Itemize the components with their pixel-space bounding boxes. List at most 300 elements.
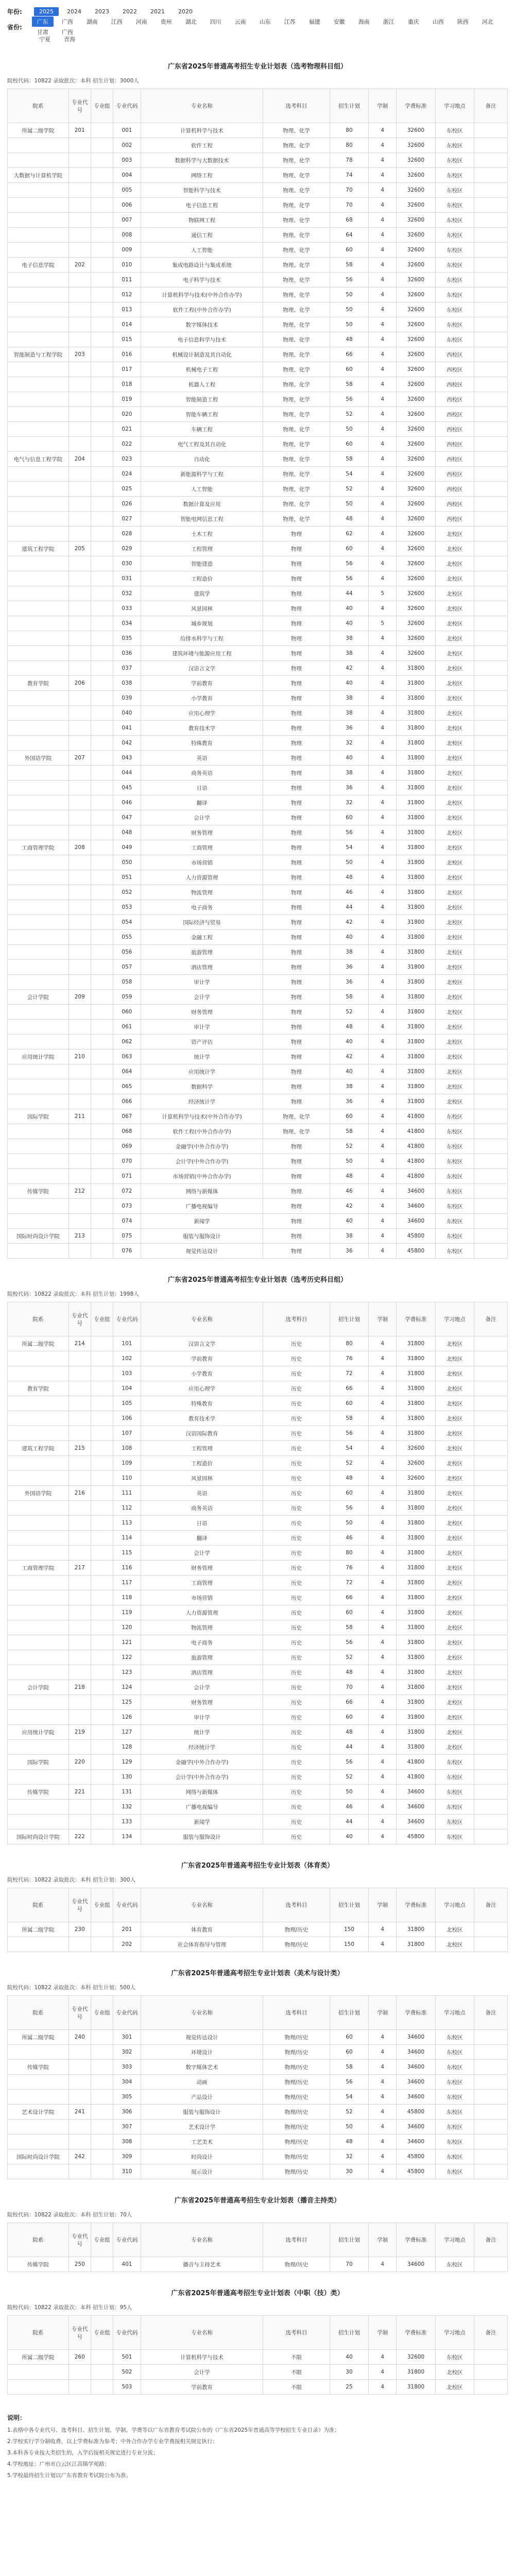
table-cell: 4 bbox=[369, 1531, 397, 1546]
province-chip[interactable]: 山西 bbox=[432, 19, 444, 25]
table-cell: 建筑工程学院 bbox=[8, 1441, 69, 1456]
table-cell bbox=[474, 1079, 508, 1094]
table-cell bbox=[474, 1770, 508, 1785]
table-cell: 东校区 bbox=[435, 1139, 474, 1154]
table-row bbox=[8, 990, 508, 1005]
table-cell bbox=[8, 691, 69, 706]
table-cell: 024 bbox=[113, 467, 141, 482]
table-cell bbox=[474, 1725, 508, 1740]
province-chip[interactable]: 江苏 bbox=[284, 19, 296, 25]
year-chip[interactable]: 2025 bbox=[34, 7, 59, 16]
table-cell: 5 bbox=[369, 616, 397, 631]
table-cell: 30 bbox=[330, 2164, 369, 2179]
table-cell: 工商管理 bbox=[141, 1575, 263, 1590]
table-cell bbox=[8, 706, 69, 721]
table-row bbox=[8, 2365, 508, 2380]
table-cell: 56 bbox=[330, 2075, 369, 2090]
table-cell: 汉语国际教育 bbox=[141, 1426, 263, 1441]
table-cell bbox=[91, 975, 113, 990]
table-cell: 4 bbox=[369, 422, 397, 437]
table-cell: 历史 bbox=[263, 1680, 330, 1695]
table-cell: 北校区 bbox=[435, 751, 474, 766]
table-cell bbox=[474, 2350, 508, 2365]
table-row bbox=[8, 213, 508, 228]
table-cell: 4 bbox=[369, 840, 397, 855]
table-row bbox=[8, 332, 508, 347]
table-cell: 56 bbox=[330, 1635, 369, 1650]
table-cell: 东校区 bbox=[435, 2105, 474, 2120]
table-cell: 资产评估 bbox=[141, 1035, 263, 1049]
column-header: 招生计划 bbox=[330, 1302, 369, 1336]
table-cell: 4 bbox=[369, 1575, 397, 1590]
table-cell: 东校区 bbox=[435, 1829, 474, 1844]
table-cell: 物理 bbox=[263, 885, 330, 900]
table-cell: 所属二级学院 bbox=[8, 1336, 69, 1351]
year-chip[interactable]: 2024 bbox=[67, 8, 81, 15]
table-cell: 60 bbox=[330, 2045, 369, 2060]
table-cell: 物理/历史 bbox=[263, 2060, 330, 2075]
province-chip[interactable]: 湖北 bbox=[185, 19, 197, 25]
table-cell bbox=[474, 631, 508, 646]
table-cell: 物理 bbox=[263, 586, 330, 601]
table-cell bbox=[91, 1620, 113, 1635]
table-cell: 物理 bbox=[263, 721, 330, 736]
table-cell bbox=[474, 1154, 508, 1169]
table-cell bbox=[68, 1650, 91, 1665]
table-cell: 41800 bbox=[397, 1755, 436, 1770]
table-cell: 4 bbox=[369, 1620, 397, 1635]
table-cell: 56 bbox=[330, 825, 369, 840]
province-chip[interactable]: 海南 bbox=[358, 19, 370, 25]
table-cell: 4 bbox=[369, 1124, 397, 1139]
province-chip[interactable]: 河北 bbox=[482, 19, 493, 25]
column-header: 院系 bbox=[8, 1302, 69, 1336]
table-cell: 4 bbox=[369, 2257, 397, 2272]
table-cell: 047 bbox=[113, 810, 141, 825]
table-cell: 48 bbox=[330, 1169, 369, 1184]
table-cell bbox=[474, 2060, 508, 2075]
column-header: 招生计划 bbox=[330, 2223, 369, 2257]
table-cell: 4 bbox=[369, 1546, 397, 1561]
table-cell: 数字媒体技术 bbox=[141, 317, 263, 332]
table-cell bbox=[474, 2105, 508, 2120]
column-header: 学制 bbox=[369, 2223, 397, 2257]
table-cell: 4 bbox=[369, 1800, 397, 1815]
table-cell bbox=[474, 646, 508, 661]
table-cell: 018 bbox=[113, 377, 141, 392]
table-cell: 31800 bbox=[397, 1680, 436, 1695]
table-cell: 财务管理 bbox=[141, 825, 263, 840]
table-cell bbox=[8, 332, 69, 347]
table-cell bbox=[91, 1755, 113, 1770]
table-cell: 32600 bbox=[397, 527, 436, 541]
table-cell: 市场营销 bbox=[141, 855, 263, 870]
table-row bbox=[8, 497, 508, 512]
table-cell bbox=[91, 1770, 113, 1785]
table-cell: 32600 bbox=[397, 1456, 436, 1471]
table-cell: 汉语言文学 bbox=[141, 661, 263, 676]
table-cell bbox=[8, 781, 69, 795]
table-cell: 4 bbox=[369, 736, 397, 751]
table-cell bbox=[8, 1815, 69, 1829]
table-cell: 北校区 bbox=[435, 556, 474, 571]
table-row bbox=[8, 377, 508, 392]
table-cell: 4 bbox=[369, 1109, 397, 1124]
table-cell: 历史 bbox=[263, 1441, 330, 1456]
table-cell: 31800 bbox=[397, 781, 436, 795]
table-cell bbox=[91, 960, 113, 975]
table-cell: 物理 bbox=[263, 915, 330, 930]
province-chip[interactable]: 河南 bbox=[135, 19, 147, 25]
table-cell: 56 bbox=[330, 273, 369, 287]
table-cell: 物理 bbox=[263, 990, 330, 1005]
table-cell: 北校区 bbox=[435, 1501, 474, 1516]
table-cell: 东校区 bbox=[435, 1124, 474, 1139]
table-row bbox=[8, 1094, 508, 1109]
table-cell: 4 bbox=[369, 1605, 397, 1620]
table-cell: 209 bbox=[68, 990, 91, 1005]
table-cell: 250 bbox=[68, 2257, 91, 2272]
table-cell: 80 bbox=[330, 138, 369, 153]
table-cell: 31800 bbox=[397, 2365, 436, 2380]
column-header: 专业组 bbox=[91, 2316, 113, 2350]
table-cell: 4 bbox=[369, 945, 397, 960]
province-chip[interactable]: 广西 bbox=[61, 29, 73, 36]
table-cell: 66 bbox=[330, 1695, 369, 1710]
table-cell: 物理、化学 bbox=[263, 153, 330, 168]
table-cell: 建筑环境与能源应用工程 bbox=[141, 646, 263, 661]
table-row bbox=[8, 900, 508, 915]
table-cell: 203 bbox=[68, 347, 91, 362]
table-cell: 34600 bbox=[397, 2090, 436, 2105]
table-cell: 112 bbox=[113, 1501, 141, 1516]
table-cell: 4 bbox=[369, 213, 397, 228]
table-cell: 208 bbox=[68, 840, 91, 855]
table-cell bbox=[474, 332, 508, 347]
table-cell: 003 bbox=[113, 153, 141, 168]
table-cell: 131 bbox=[113, 1785, 141, 1800]
note-line: 3.本科各专业按大类招生的，入学后按相关规定进行专业分流； bbox=[7, 2450, 159, 2456]
table-cell: 电气工程及其自动化 bbox=[141, 437, 263, 452]
table-cell bbox=[474, 1516, 508, 1531]
table-cell: 34600 bbox=[397, 1785, 436, 1800]
table-cell: 4 bbox=[369, 527, 397, 541]
table-cell: 4 bbox=[369, 138, 397, 153]
table-cell: 物理、化学 bbox=[263, 392, 330, 407]
table-cell: 50 bbox=[330, 1516, 369, 1531]
table-cell bbox=[8, 616, 69, 631]
table-cell: 60 bbox=[330, 541, 369, 556]
table-cell: 211 bbox=[68, 1109, 91, 1124]
table-cell: 智能电网信息工程 bbox=[141, 512, 263, 527]
table-cell: 31800 bbox=[397, 960, 436, 975]
table-cell: 4 bbox=[369, 1770, 397, 1785]
table-cell: 52 bbox=[330, 1139, 369, 1154]
province-chip[interactable]: 江西 bbox=[111, 19, 123, 25]
table-cell bbox=[474, 452, 508, 467]
table-cell: 58 bbox=[330, 377, 369, 392]
province-chip[interactable]: 陕西 bbox=[457, 19, 469, 25]
province-filter-label: 省份: bbox=[7, 23, 22, 31]
column-header: 学费标准 bbox=[397, 2223, 436, 2257]
column-header: 备注 bbox=[474, 2316, 508, 2350]
table-cell: 044 bbox=[113, 766, 141, 781]
table-cell: 31800 bbox=[397, 1575, 436, 1590]
table-cell: 建筑学 bbox=[141, 586, 263, 601]
table-cell: 4 bbox=[369, 1665, 397, 1680]
table-cell: 4 bbox=[369, 541, 397, 556]
table-cell bbox=[8, 228, 69, 243]
table-cell: 物理、化学 bbox=[263, 377, 330, 392]
table-cell: 历史 bbox=[263, 1590, 330, 1605]
table-row bbox=[8, 1109, 508, 1124]
province-chip[interactable]: 云南 bbox=[234, 19, 246, 25]
table-cell: 历史 bbox=[263, 1471, 330, 1486]
table-cell bbox=[474, 377, 508, 392]
table-cell: 物理 bbox=[263, 960, 330, 975]
table-cell: 026 bbox=[113, 497, 141, 512]
table-cell: 62 bbox=[330, 527, 369, 541]
table-cell bbox=[8, 1079, 69, 1094]
table-cell: 34600 bbox=[397, 1184, 436, 1199]
table-row bbox=[8, 123, 508, 138]
table-cell bbox=[8, 975, 69, 990]
table-cell: 050 bbox=[113, 855, 141, 870]
column-header: 专业代号 bbox=[68, 1888, 91, 1922]
table-cell: 32600 bbox=[397, 213, 436, 228]
table-cell: 64 bbox=[330, 228, 369, 243]
table-cell bbox=[91, 437, 113, 452]
year-chip[interactable]: 2023 bbox=[95, 8, 109, 15]
table-cell bbox=[8, 1139, 69, 1154]
table-cell bbox=[8, 1426, 69, 1441]
table-cell bbox=[68, 855, 91, 870]
table-cell: 40 bbox=[330, 751, 369, 766]
province-chip[interactable]: 甘肃 bbox=[37, 29, 48, 36]
year-filter-label: 年份: bbox=[7, 8, 22, 15]
table-cell: 智能制造与工程学院 bbox=[8, 347, 69, 362]
table-cell bbox=[474, 751, 508, 766]
table-cell bbox=[91, 1486, 113, 1501]
table-cell: 31800 bbox=[397, 1005, 436, 1020]
province-chip[interactable]: 湖南 bbox=[86, 19, 98, 25]
table-cell: 金融学(中外合作办学) bbox=[141, 1139, 263, 1154]
table-cell bbox=[68, 631, 91, 646]
province-chip[interactable]: 山东 bbox=[259, 19, 271, 25]
table-cell: 北校区 bbox=[435, 1020, 474, 1035]
column-header: 专业组 bbox=[91, 2223, 113, 2257]
table-cell: 41800 bbox=[397, 1770, 436, 1785]
table-cell: 052 bbox=[113, 885, 141, 900]
table-cell: 50 bbox=[330, 317, 369, 332]
year-chip[interactable]: 2021 bbox=[150, 8, 165, 15]
table-cell: 31800 bbox=[397, 691, 436, 706]
table-cell bbox=[8, 1665, 69, 1680]
province-chip[interactable]: 宁夏 bbox=[39, 36, 50, 43]
table-cell bbox=[68, 332, 91, 347]
table-cell bbox=[68, 1620, 91, 1635]
table-cell: 北校区 bbox=[435, 1516, 474, 1531]
table-cell bbox=[91, 1456, 113, 1471]
table-cell: 219 bbox=[68, 1725, 91, 1740]
table-cell: 数字媒体艺术 bbox=[141, 2060, 263, 2075]
table-row bbox=[8, 661, 508, 676]
table-cell: 060 bbox=[113, 1005, 141, 1020]
table-cell bbox=[8, 422, 69, 437]
table-cell: 31800 bbox=[397, 1725, 436, 1740]
table-cell: 西校区 bbox=[435, 422, 474, 437]
province-chip[interactable]: 四川 bbox=[210, 19, 221, 25]
table-cell bbox=[474, 736, 508, 751]
table-row bbox=[8, 2257, 508, 2272]
table-cell: 广播电视编导 bbox=[141, 1800, 263, 1815]
table-cell bbox=[91, 168, 113, 183]
table-cell: 31800 bbox=[397, 1411, 436, 1426]
table-cell bbox=[474, 676, 508, 691]
table-cell bbox=[474, 1590, 508, 1605]
table-cell: 酒店管理 bbox=[141, 960, 263, 975]
table-cell bbox=[91, 1005, 113, 1020]
table-cell: 东校区 bbox=[435, 302, 474, 317]
table-cell: 软件工程 bbox=[141, 138, 263, 153]
column-header: 专业名称 bbox=[141, 1996, 263, 2030]
table-cell bbox=[474, 1169, 508, 1184]
section-title: 广东省2025年普通高考招生专业计划表（选考物理科目组） bbox=[167, 63, 348, 71]
table-cell: 历史 bbox=[263, 1605, 330, 1620]
table-cell: 北校区 bbox=[435, 975, 474, 990]
table-cell bbox=[68, 362, 91, 377]
table-row bbox=[8, 1426, 508, 1441]
table-cell: 32600 bbox=[397, 571, 436, 586]
table-cell: 北校区 bbox=[435, 616, 474, 631]
table-cell: 31800 bbox=[397, 855, 436, 870]
province-chip[interactable]: 贵州 bbox=[160, 19, 172, 25]
table-cell: 38 bbox=[330, 945, 369, 960]
table-cell: 4 bbox=[369, 810, 397, 825]
table-cell: 4 bbox=[369, 1471, 397, 1486]
table-cell: 38 bbox=[330, 766, 369, 781]
table-cell bbox=[68, 1035, 91, 1049]
table-cell: 历史 bbox=[263, 1336, 330, 1351]
table-cell: 东校区 bbox=[435, 2090, 474, 2105]
table-cell: 31800 bbox=[397, 1516, 436, 1531]
plan-table bbox=[7, 1302, 508, 1844]
table-header-row bbox=[8, 89, 508, 123]
column-header: 学习地点 bbox=[435, 2223, 474, 2257]
table-cell: 网络与新媒体 bbox=[141, 1184, 263, 1199]
table-cell bbox=[474, 123, 508, 138]
column-header: 院系 bbox=[8, 2223, 69, 2257]
table-cell: 北校区 bbox=[435, 1426, 474, 1441]
table-cell bbox=[474, 1244, 508, 1259]
table-cell bbox=[8, 2164, 69, 2179]
province-chip[interactable]: 福建 bbox=[308, 19, 320, 25]
table-cell bbox=[8, 721, 69, 736]
table-row bbox=[8, 1020, 508, 1035]
table-cell: 物理 bbox=[263, 676, 330, 691]
table-cell: 物理、化学 bbox=[263, 213, 330, 228]
table-cell: 017 bbox=[113, 362, 141, 377]
table-cell: 4 bbox=[369, 885, 397, 900]
table-cell: 038 bbox=[113, 676, 141, 691]
table-cell: 44 bbox=[330, 900, 369, 915]
province-chip[interactable]: 浙江 bbox=[383, 19, 394, 25]
table-cell: 72 bbox=[330, 1366, 369, 1381]
province-chip[interactable]: 重庆 bbox=[407, 19, 419, 25]
table-cell: 44 bbox=[330, 1740, 369, 1755]
province-chip[interactable]: 广东 bbox=[32, 16, 54, 27]
table-cell: 北校区 bbox=[435, 795, 474, 810]
year-chip[interactable]: 2022 bbox=[123, 8, 137, 15]
table-cell: 104 bbox=[113, 1381, 141, 1396]
table-cell bbox=[474, 1139, 508, 1154]
table-cell: 4 bbox=[369, 1740, 397, 1755]
table-cell bbox=[68, 1139, 91, 1154]
table-cell: 56 bbox=[330, 1755, 369, 1770]
table-row bbox=[8, 1829, 508, 1844]
table-cell: 120 bbox=[113, 1620, 141, 1635]
year-chip[interactable]: 2020 bbox=[178, 8, 193, 15]
table-cell bbox=[91, 1695, 113, 1710]
table-cell bbox=[8, 960, 69, 975]
table-cell bbox=[474, 586, 508, 601]
table-cell: 教育技术学 bbox=[141, 1411, 263, 1426]
plan-table bbox=[7, 1888, 508, 1952]
table-cell: 60 bbox=[330, 1396, 369, 1411]
table-row bbox=[8, 1244, 508, 1259]
table-cell: 机械电子工程 bbox=[141, 362, 263, 377]
table-cell: 北校区 bbox=[435, 1336, 474, 1351]
table-cell bbox=[91, 795, 113, 810]
table-cell bbox=[8, 2380, 69, 2395]
column-header: 选考科目 bbox=[263, 2316, 330, 2350]
table-cell: 应用统计学 bbox=[141, 1064, 263, 1079]
table-cell: 4 bbox=[369, 1710, 397, 1725]
table-cell bbox=[91, 1605, 113, 1620]
table-cell bbox=[68, 960, 91, 975]
table-cell: 4 bbox=[369, 1486, 397, 1501]
table-cell bbox=[8, 1396, 69, 1411]
table-cell bbox=[8, 1635, 69, 1650]
column-header: 专业代号 bbox=[68, 89, 91, 123]
section-title: 广东省2025年普通高考招生专业计划表（中职（技）类） bbox=[171, 2290, 344, 2297]
province-chip[interactable]: 青海 bbox=[64, 36, 75, 43]
table-cell: 东校区 bbox=[435, 1800, 474, 1815]
table-cell: 52 bbox=[330, 482, 369, 497]
table-cell: 76 bbox=[330, 1351, 369, 1366]
table-cell: 物理、化学 bbox=[263, 138, 330, 153]
province-chip[interactable]: 广西 bbox=[61, 19, 73, 25]
table-cell bbox=[8, 646, 69, 661]
table-cell: 002 bbox=[113, 138, 141, 153]
table-cell bbox=[68, 1471, 91, 1486]
table-cell bbox=[8, 213, 69, 228]
table-cell bbox=[91, 1471, 113, 1486]
table-cell: 31800 bbox=[397, 751, 436, 766]
table-cell bbox=[91, 1937, 113, 1952]
table-cell: 北校区 bbox=[435, 676, 474, 691]
table-cell: 31800 bbox=[397, 795, 436, 810]
table-cell: 北校区 bbox=[435, 1351, 474, 1366]
table-cell: 60 bbox=[330, 1605, 369, 1620]
province-chip[interactable]: 安徽 bbox=[333, 19, 345, 25]
table-row bbox=[8, 302, 508, 317]
table-cell: 新能源科学与工程 bbox=[141, 467, 263, 482]
table-cell: 32600 bbox=[397, 198, 436, 213]
table-cell: 4 bbox=[369, 1426, 397, 1441]
table-cell bbox=[68, 2045, 91, 2060]
table-cell: 所属二级学院 bbox=[8, 2350, 69, 2365]
